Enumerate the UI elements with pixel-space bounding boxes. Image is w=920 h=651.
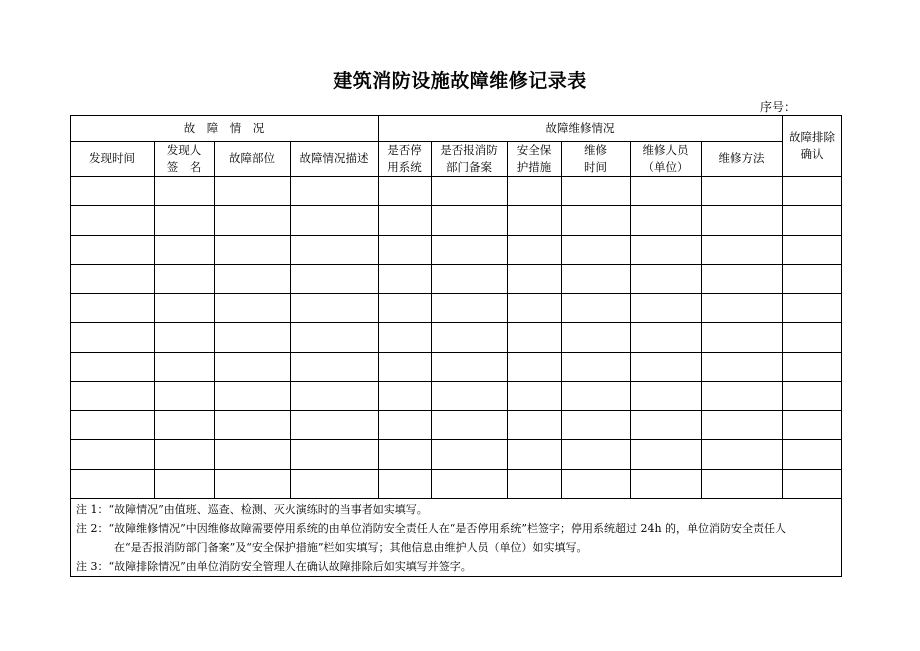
- table-row-divider: [70, 205, 842, 206]
- header-filed: [431, 141, 507, 176]
- header-filed-line2: 部门备案: [446, 159, 492, 174]
- col-divider: [154, 141, 155, 498]
- table-bottom-border: [70, 576, 842, 577]
- header-bottom-divider: [70, 176, 842, 177]
- note-3: 注 3：“故障排除情况”由单位消防安全管理人在确认故障排除后如实填写并签字。: [76, 560, 472, 573]
- table-row-divider: [70, 439, 842, 440]
- header-repair-time: [561, 141, 630, 176]
- table-row-divider: [70, 352, 842, 353]
- header-shutdown-line2: 用系统: [387, 159, 422, 174]
- table-row-divider: [70, 410, 842, 411]
- serial-number-label: 序号：: [760, 100, 797, 114]
- note-1: 注 1：“故障情况”由值班、巡查、检测、灭火演练时的当事者如实填写。: [76, 503, 428, 516]
- table-row-divider: [70, 293, 842, 294]
- page-title: 建筑消防设施故障维修记录表: [333, 70, 587, 92]
- header-safety-line2: 护措施: [516, 159, 552, 174]
- header-filed-line1: 是否报消防: [440, 142, 498, 157]
- note-2: 注 2：“故障维修情况”中因维修故障需要停用系统的由单位消防安全责任人在“是否停用系统”栏签字；停用系统超过 24h 的，单位消防安全责任人: [76, 522, 787, 535]
- header-finder: [154, 141, 214, 176]
- col-divider: [214, 141, 215, 498]
- table-row-divider: [70, 264, 842, 265]
- header-repair-time-line2: 时间: [584, 159, 607, 174]
- header-repairer-line1: 维修人员: [642, 142, 689, 157]
- header-location: 故障部位: [229, 151, 275, 165]
- header-repairer: [630, 141, 701, 176]
- table-row-divider: [70, 469, 842, 470]
- header-group-fault: 故 障 情 况: [183, 120, 265, 135]
- col-divider: [701, 141, 702, 498]
- header-method: 维修方法: [718, 151, 765, 165]
- header-confirm: [782, 115, 842, 176]
- header-group-repair: 故障维修情况: [545, 120, 615, 135]
- header-found-time: 发现时间: [89, 151, 135, 165]
- header-shutdown: [378, 141, 431, 176]
- header-confirm-line1: 故障排除: [789, 129, 835, 144]
- table-row-divider: [70, 381, 842, 382]
- note-2-continued: 在“是否报消防部门备案”及“安全保护措施”栏如实填写；其他信息由维护人员（单位）如实填写。: [114, 541, 588, 554]
- header-shutdown-line1: 是否停: [387, 142, 422, 157]
- header-finder-line2: 签 名: [166, 159, 202, 174]
- notes-section: [76, 500, 842, 576]
- table-row-divider: [70, 322, 842, 323]
- col-divider: [561, 141, 562, 498]
- notes-divider: [70, 498, 842, 499]
- header-safety: [507, 141, 561, 176]
- header-safety-line1: 安全保: [516, 142, 552, 157]
- col-divider: [630, 141, 631, 498]
- col-divider: [507, 141, 508, 498]
- col-divider: [290, 141, 291, 498]
- header-repair-time-line1: 维修: [584, 142, 607, 157]
- header-repairer-line2: （单位）: [642, 159, 689, 174]
- header-description: 故障情况描述: [299, 151, 369, 165]
- table-left-border: [70, 115, 71, 577]
- table-row-divider: [70, 235, 842, 236]
- col-divider: [431, 141, 432, 498]
- header-confirm-line2: 确认: [800, 146, 824, 161]
- header-finder-line1: 发现人: [166, 142, 202, 157]
